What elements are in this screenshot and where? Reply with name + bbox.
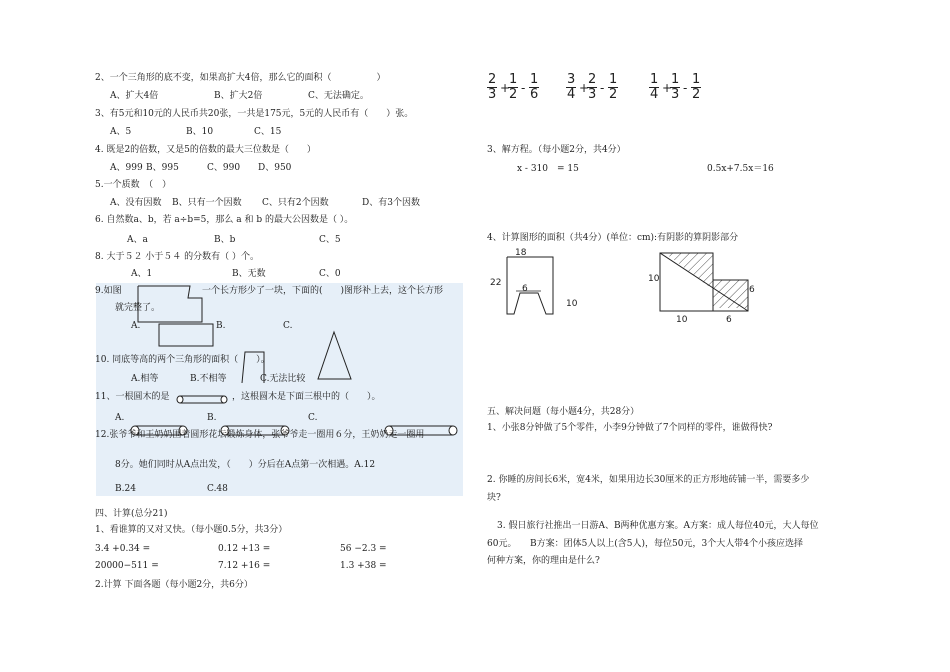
q5-option-c: C、只有2个因数 (262, 198, 329, 208)
q6-option-a: A、a (127, 235, 148, 245)
q10-option-c: C.无法比较 (260, 374, 306, 384)
q6-option-c: C、5 (319, 235, 341, 245)
fraction: $\frac{2}{3}$ (588, 72, 597, 102)
fig1-label-right: 10 (566, 299, 578, 309)
fraction: $\frac{1}{2}$ (609, 72, 618, 102)
question-11-text: ，这根圆木是下面三根中的（ ）。 (232, 392, 381, 402)
q5-option-b: B、只有一个因数 (172, 198, 242, 208)
q9-option-a-shape (158, 323, 216, 349)
q4-option-a: A、999 (110, 163, 143, 173)
fraction: $\frac{1}{6}$ (530, 72, 539, 102)
question-9-intro: 9.如图 (95, 286, 122, 296)
q2-option-c: C、无法确定。 (308, 91, 369, 101)
problem-2-cont: 块? (487, 493, 501, 503)
log-icon (176, 394, 230, 406)
area-heading: 4、计算图形的面积（共4分）(单位：cm):有阴影的算阴影部分 (487, 233, 739, 243)
calc-1-heading: 1、看谁算的又对又快。（每小题0.5分，共3分） (95, 525, 288, 535)
q11-option-a: A. (115, 413, 125, 423)
calc-1-item: 20000−511 = (95, 561, 159, 571)
fraction: $\frac{1}{3}$ (671, 72, 680, 102)
calc-1-item: 1.3 +38 = (340, 561, 387, 571)
fraction: $\frac{3}{4}$ (567, 72, 576, 102)
question-12-text-2: 8分。她们同时从A点出发，（ ）分后在A点第一次相遇。A.12 (115, 460, 376, 470)
fraction: $\frac{1}{4}$ (650, 72, 659, 102)
question-5: 5.一个质数 （ ） (95, 180, 172, 190)
calc-1-item: 0.12 +13 = (218, 544, 271, 554)
fig2-label-right: 6 (749, 285, 755, 295)
calc-1-item: 56 −2.3 = (340, 544, 387, 554)
calc-1-item: 7.12 +16 = (218, 561, 271, 571)
fig2-label-bottom-right: 6 (726, 315, 732, 325)
question-10: 10. 同底等高的两个三角形的面积（ ）。 (95, 355, 270, 365)
q8-option-b: B、无数 (232, 269, 266, 279)
q10-option-b: B.不相等 (190, 374, 227, 384)
q3-option-a: A、5 (110, 127, 132, 137)
q4-option-d: D、950 (258, 163, 292, 173)
q2-option-a: A、扩大4倍 (110, 91, 159, 101)
equation-heading: 3、解方程。（每小题2分，共4分） (487, 145, 626, 155)
question-3: 3、有5元和10元的人民币共20张，一共是175元，5元的人民币有（ ）张。 (95, 109, 414, 119)
q5-option-a: A、没有因数 (110, 198, 162, 208)
fig2-label-bottom: 10 (676, 315, 688, 325)
fraction: $\frac{1}{2}$ (509, 72, 518, 102)
question-8: 8. 大于５２ 小于５４ 的分数有（ ）个。 (95, 252, 260, 262)
problem-2: 2. 你睡的房间长6米，宽4米，如果用边长30厘米的正方形地砖铺一半，需要多少 (487, 475, 810, 485)
fig1-label-inner: 6 (522, 284, 528, 294)
q11-option-c: C. (308, 413, 318, 423)
q9-option-b: B. (216, 321, 226, 331)
fig2-label-left: 10 (648, 274, 660, 284)
calc-1-item: 3.4 +0.34 = (95, 544, 151, 554)
fig1-label-top: 18 (515, 248, 527, 258)
section-4-title: 四、计算(总分21) (95, 509, 168, 519)
problem-3-cont-2: 何种方案，你的理由是什么? (487, 556, 600, 566)
q9-option-a: A. (131, 321, 141, 331)
area-figure-2 (650, 250, 760, 320)
question-9-text-2: 就完整了。 (115, 303, 161, 313)
minus-sign: - (683, 81, 688, 95)
q12-option-b: B.24 (115, 484, 136, 494)
equation-1: x - 310 = 15 (517, 164, 579, 174)
q5-option-d: D、有3个因数 (362, 198, 420, 208)
section-5-title: 五、解决问题（每小题4分，共28分） (487, 407, 640, 417)
q12-option-c: C.48 (207, 484, 228, 494)
q9-option-c: C. (283, 321, 293, 331)
q8-option-a: A、1 (131, 269, 153, 279)
plus-sign: + (579, 81, 590, 95)
q4-option-b: B、995 (146, 163, 179, 173)
question-4: 4. 既是2的倍数，又是5的倍数的最大三位数是（ ） (95, 145, 316, 155)
plus-sign: + (500, 81, 511, 95)
fraction: $\frac{1}{2}$ (692, 72, 701, 102)
q8-option-c: C、0 (319, 269, 341, 279)
minus-sign: - (600, 81, 605, 95)
question-9-text: 一个长方形少了一块，下面的( )图形补上去，这个长方形 (202, 286, 444, 296)
q11-option-b: B. (207, 413, 217, 423)
fraction: $\frac{2}{3}$ (488, 72, 497, 102)
plus-sign: + (662, 81, 673, 95)
question-6: 6. 自然数a、b，若 a÷b=5，那么 a 和 b 的最大公因数是（ ）。 (95, 215, 354, 225)
fig1-label-left: 22 (490, 278, 502, 288)
q9-option-c-triangle (316, 330, 354, 382)
question-2: 2、一个三角形的底不变，如果高扩大4倍，那么它的面积（ ） (95, 73, 386, 83)
question-11-intro: 11、一根圆木的是 (95, 392, 170, 402)
q4-option-c: C、990 (207, 163, 241, 173)
q6-option-b: B、b (214, 235, 236, 245)
calc-2-heading: 2.计算 下面各题（每小题2分，共6分） (95, 580, 253, 590)
equation-2: 0.5x+7.5x＝16 (707, 164, 774, 174)
problem-1: 1、小张8分钟做了5个零件，小李9分钟做了7个同样的零件，谁做得快? (487, 423, 773, 433)
problem-3-cont: 60元。 B方案：团体5人以上(含5人)，每位50元，3个大人带4个小孩应选择 (487, 539, 803, 549)
q3-option-c: C、15 (254, 127, 282, 137)
q2-option-b: B、扩大2倍 (214, 91, 263, 101)
problem-3: 3. 假日旅行社推出一日游A、B两种优惠方案。A方案：成人每位40元，大人每位 (497, 521, 819, 531)
q10-option-a: A.相等 (131, 374, 159, 384)
q3-option-b: B、10 (186, 127, 214, 137)
question-12: 12.张爷爷和王奶奶围着圆形花坛锻炼身体，张爷爷走一圈用６分，王奶奶走一圈用 (95, 430, 425, 440)
minus-sign: - (521, 81, 526, 95)
